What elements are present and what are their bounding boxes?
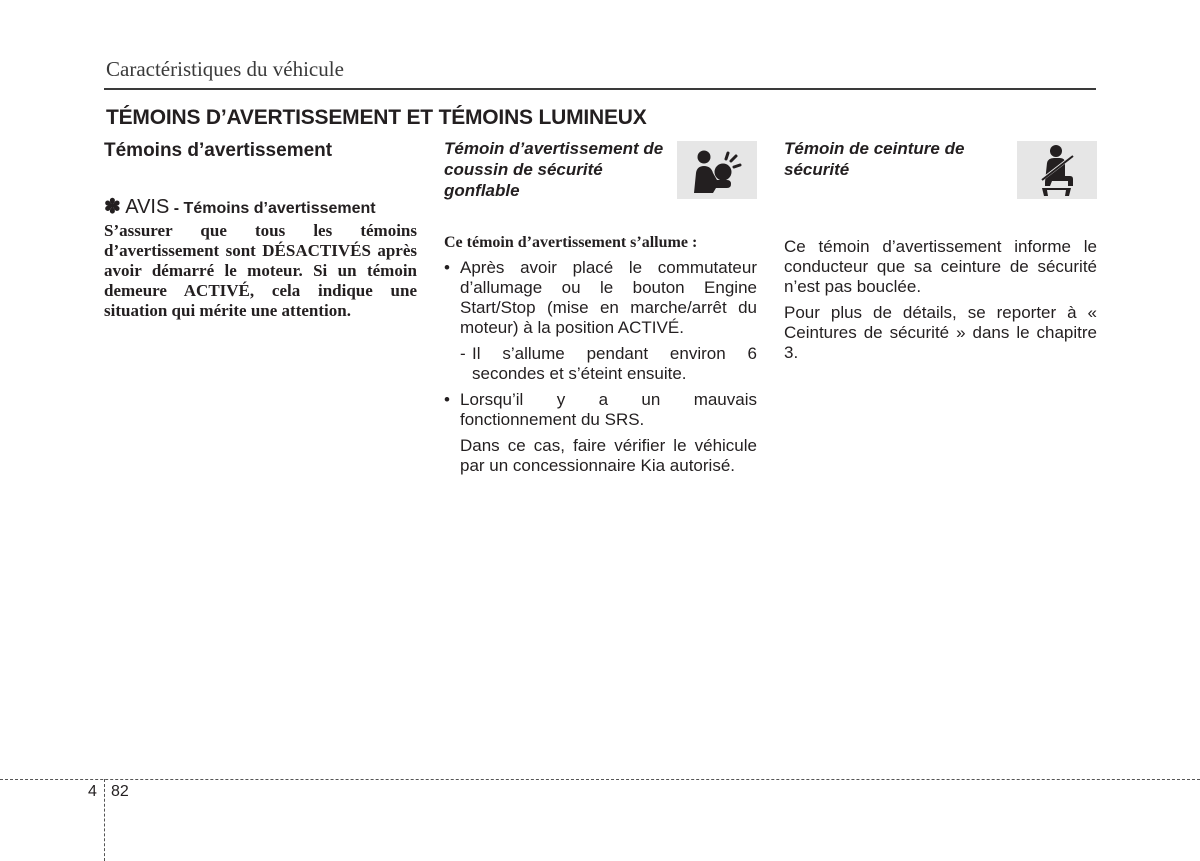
seatbelt-paragraph-2: Pour plus de détails, se reporter à « Ceintures de sécurité » dans le chapitre 3. — [784, 303, 1097, 362]
notice-subtitle: - Témoins d’avertissement — [173, 200, 376, 217]
seatbelt-indicator-title: Témoin de ceinture de sécurité — [784, 139, 965, 179]
list-item — [444, 390, 757, 430]
section-title: TÉMOINS D’AVERTISSEMENT ET TÉMOINS LUMINEUX — [106, 106, 647, 129]
notice-label: AVIS — [125, 196, 170, 218]
bullet-marker: • — [444, 390, 450, 409]
seatbelt-paragraph-1: Ce témoin d’avertissement informe le conducteur que sa ceinture de sécurité n’est pas bouclée. — [784, 237, 1097, 296]
followup-paragraph: Dans ce cas, faire vérifier le véhicule par un concessionnaire Kia autorisé. — [460, 436, 757, 475]
seat-belt-warning-icon — [1017, 141, 1097, 199]
airbag-warning-icon — [677, 141, 757, 199]
dash-marker: - — [460, 344, 466, 363]
list-item — [444, 258, 757, 338]
sub-list-item-text: Il s’allume pendant environ 6 secondes et s’éteint ensuite. — [472, 344, 757, 383]
chapter-header: Caractéristiques du véhicule — [106, 57, 344, 81]
footer-divider — [0, 779, 1200, 780]
list-item-text: Après avoir placé le commutateur d’allumage ou le bouton Engine Start/Stop (mise en marche/arrêt du moteur) à la position ACTIVÉ. — [460, 258, 757, 337]
sub-list-item — [460, 344, 757, 384]
header-rule — [104, 88, 1096, 90]
column-seatbelt-warning — [784, 138, 1097, 363]
airbag-indicator-title: Témoin d’avertissement de coussin de sécurité gonflable — [444, 139, 664, 200]
page-number: 82 — [111, 783, 129, 800]
column-airbag-warning — [444, 138, 757, 476]
chapter-number: 4 — [88, 783, 97, 800]
list-item-text: Lorsqu’il y a un mauvais fonctionnement du SRS. — [460, 390, 757, 429]
airbag-body — [444, 258, 757, 476]
airbag-lead-text: Ce témoin d’avertissement s’allume : — [444, 234, 698, 251]
notice-body: S’assurer que tous les témoins d’avertissement sont DÉSACTIVÉS après avoir démarré le moteur. Si un témoin demeure ACTIVÉ, cela indique une situation qui mérite une attention. — [104, 221, 417, 320]
column-warning-lights — [104, 138, 417, 321]
notice-heading — [104, 194, 417, 219]
seatbelt-indicator-header — [784, 138, 1097, 199]
bullet-marker: • — [444, 258, 450, 277]
subheading-warning-lights: Témoins d’avertissement — [104, 140, 333, 161]
airbag-indicator-header — [444, 138, 757, 201]
notice-star-icon: ✽ — [104, 196, 121, 218]
footer-vertical-divider — [104, 779, 105, 861]
